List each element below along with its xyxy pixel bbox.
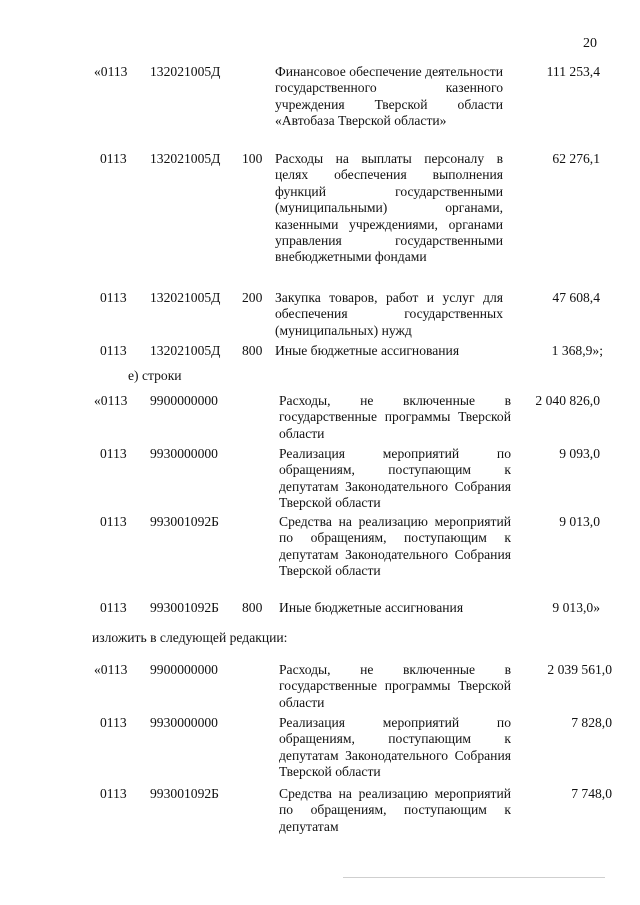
section-code: 0113 (100, 715, 127, 730)
section-code: 0113 (100, 151, 127, 166)
row-description: Закупка товаров, работ и услуг для обеспечения государственных (муниципальных) нужд (275, 290, 503, 338)
row-amount: 1 368,9»; (551, 343, 603, 358)
section-code: 0113 (100, 343, 127, 358)
target-code: 132021005Д (150, 64, 221, 79)
instruction-text: изложить в следующей редакции: (92, 630, 288, 645)
expense-kind: 800 (242, 600, 263, 615)
section-code: 0113 (100, 446, 127, 461)
target-code: 9900000000 (150, 662, 218, 677)
section-code: 0113 (100, 786, 127, 801)
row-amount: 62 276,1 (552, 151, 600, 166)
row-amount: 9 013,0 (559, 514, 600, 529)
row-amount: 111 253,4 (546, 64, 600, 79)
target-code: 993001092Б (150, 514, 219, 529)
row-description: Реализация мероприятий по обращениям, поступающим к депутатам Законодательного Собрания Тверской области (279, 715, 511, 780)
section-code: 0113 (100, 600, 127, 615)
target-code: 132021005Д (150, 343, 221, 358)
page-number: 20 (583, 36, 597, 51)
row-description: Расходы, не включенные в государственные программы Тверской области (279, 393, 511, 441)
section-code: «0113 (94, 662, 128, 677)
target-code: 993001092Б (150, 600, 219, 615)
row-amount: 47 608,4 (552, 290, 600, 305)
row-amount: 2 040 826,0 (535, 393, 600, 408)
bottom-rule (343, 877, 605, 878)
target-code: 9930000000 (150, 715, 218, 730)
row-description: Расходы на выплаты персоналу в целях обеспечения выполнения функций государственными (муниципальными) органами, казенными учреждениями, органами управления государственными внебюджетными фондами (275, 151, 503, 265)
target-code: 993001092Б (150, 786, 219, 801)
target-code: 9930000000 (150, 446, 218, 461)
section-code: 0113 (100, 514, 127, 529)
section-code: «0113 (94, 393, 128, 408)
expense-kind: 100 (242, 151, 263, 166)
row-description: Финансовое обеспечение деятельности государственного казенного учреждения Тверской области «Автобаза Тверской области» (275, 64, 503, 129)
section-code: 0113 (100, 290, 127, 305)
row-description: Иные бюджетные ассигнования (279, 600, 464, 615)
target-code: 132021005Д (150, 290, 221, 305)
row-amount: 7 748,0 (571, 786, 612, 801)
section-code: «0113 (94, 64, 128, 79)
expense-kind: 200 (242, 290, 263, 305)
row-description: Средства на реализацию мероприятий по обращениям, поступающим к депутатам Законодательного Собрания Тверской области (279, 514, 511, 579)
target-code: 132021005Д (150, 151, 221, 166)
section-label: е) строки (128, 368, 182, 383)
row-amount: 2 039 561,0 (547, 662, 612, 677)
expense-kind: 800 (242, 343, 263, 358)
row-amount: 9 093,0 (559, 446, 600, 461)
row-description: Средства на реализацию мероприятий по обращениям, поступающим к депутатам (279, 786, 511, 834)
row-description: Расходы, не включенные в государственные программы Тверской области (279, 662, 511, 710)
row-description: Реализация мероприятий по обращениям, поступающим к депутатам Законодательного Собрания Тверской области (279, 446, 511, 511)
target-code: 9900000000 (150, 393, 218, 408)
row-amount: 9 013,0» (552, 600, 600, 615)
row-description: Иные бюджетные ассигнования (275, 343, 460, 358)
row-amount: 7 828,0 (571, 715, 612, 730)
